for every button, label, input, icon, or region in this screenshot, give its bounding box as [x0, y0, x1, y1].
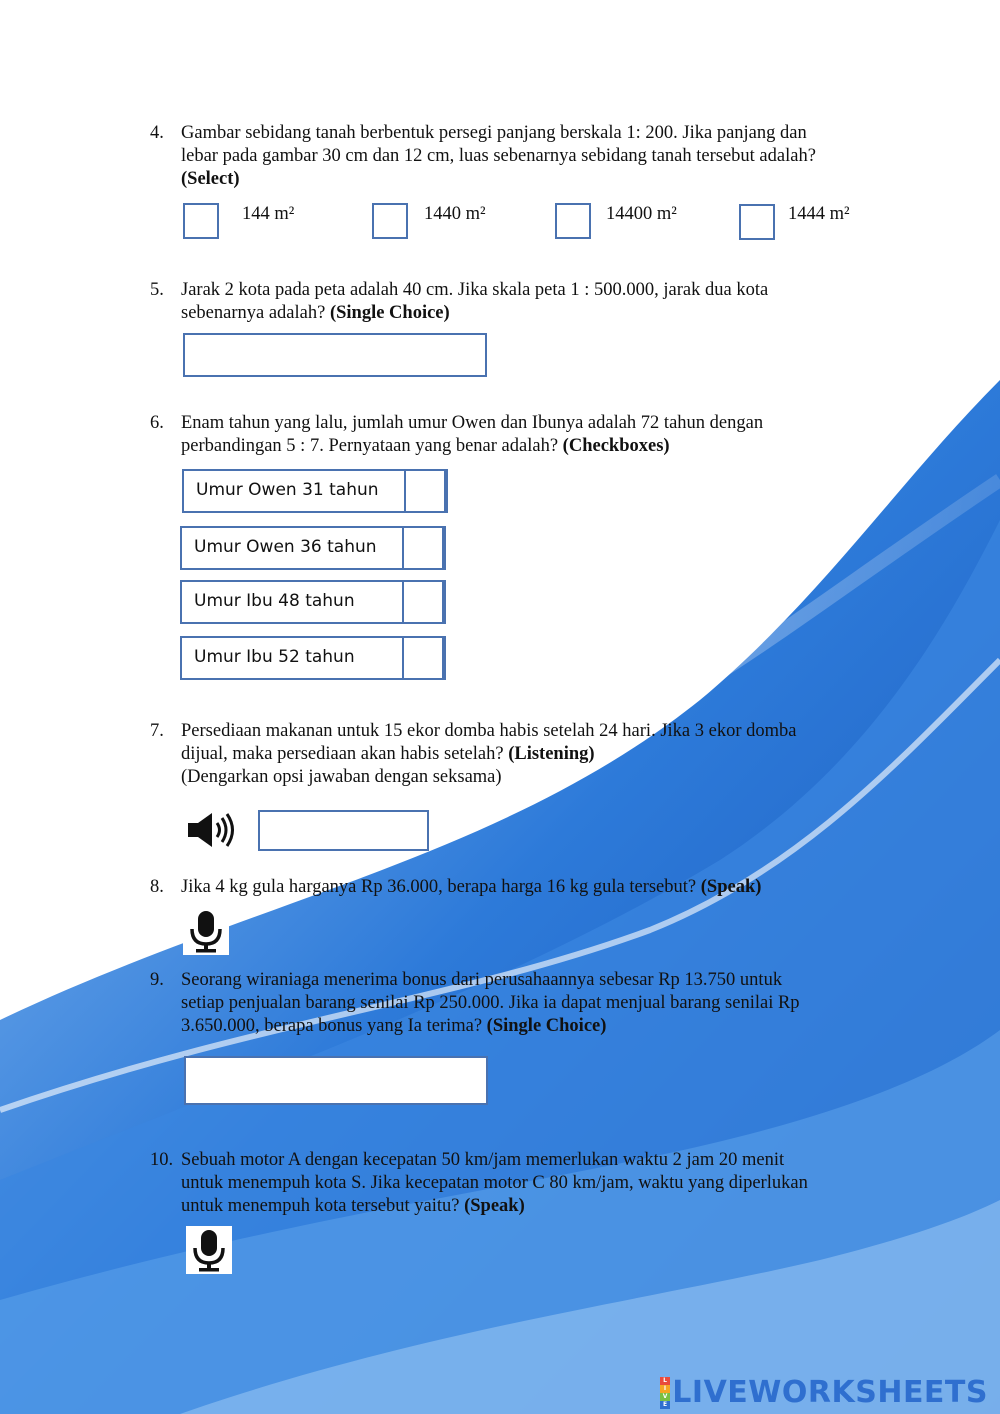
question-instruction: (Dengarkan opsi jawaban dengan seksama) [181, 767, 502, 787]
live-badge-icon: L I V E [660, 1377, 670, 1409]
question-text: Seorang wiraniaga menerima bonus dari perusahaannya sebesar Rp 13.750 untuk [181, 970, 783, 990]
listening-answer-box[interactable] [258, 810, 429, 851]
checkbox-option-1 [182, 469, 448, 513]
microphone-icon[interactable] [186, 1226, 232, 1274]
select-option-label-2: 1440 m² [424, 204, 486, 224]
question-number: 10. [150, 1150, 174, 1170]
question-text: Jarak 2 kota pada peta adalah 40 cm. Jika skala peta 1 : 500.000, jarak dua kota [181, 280, 769, 300]
question-type-label: (Speak) [464, 1196, 525, 1216]
select-option-box-1[interactable] [183, 203, 219, 239]
question-text: sebenarnya adalah? [181, 303, 326, 323]
select-option-box-4[interactable] [739, 204, 775, 240]
select-option-box-2[interactable] [372, 203, 408, 239]
question-6 [150, 412, 880, 458]
checkbox[interactable] [402, 580, 444, 624]
checkbox-option-3 [180, 580, 446, 624]
question-number: 9. [150, 970, 164, 990]
question-9 [150, 969, 880, 1038]
checkbox[interactable] [402, 526, 444, 570]
question-type-label: (Checkboxes) [562, 436, 670, 456]
question-5 [150, 279, 880, 325]
select-option-box-3[interactable] [555, 203, 591, 239]
answer-select-box[interactable] [183, 333, 487, 377]
question-text: Sebuah motor A dengan kecepatan 50 km/jam memerlukan waktu 2 jam 20 menit [181, 1150, 785, 1170]
question-text: setiap penjualan barang senilai Rp 250.000. Jika ia dapat menjual barang senilai Rp [181, 993, 800, 1013]
question-number: 4. [150, 123, 164, 143]
checkbox[interactable] [404, 469, 446, 513]
question-type-label: (Listening) [508, 744, 595, 764]
checkbox-option-4 [180, 636, 446, 680]
question-text: Jika 4 kg gula harganya Rp 36.000, berapa harga 16 kg gula tersebut? [181, 877, 697, 897]
question-text: untuk menempuh kota S. Jika kecepatan motor C 80 km/jam, waktu yang diperlukan [181, 1173, 808, 1193]
select-option-label-1: 144 m² [242, 204, 295, 224]
question-text: dijual, maka persediaan akan habis setelah? [181, 744, 504, 764]
question-text: Enam tahun yang lalu, jumlah umur Owen dan Ibunya adalah 72 tahun dengan [181, 413, 764, 433]
microphone-icon[interactable] [183, 907, 229, 955]
question-text: untuk menempuh kota tersebut yaitu? [181, 1196, 460, 1216]
liveworksheets-logo [660, 1375, 988, 1410]
question-type-label: (Single Choice) [329, 303, 450, 323]
question-text: Persediaan makanan untuk 15 ekor domba habis setelah 24 hari. Jika 3 ekor domba [181, 721, 797, 741]
question-number: 6. [150, 413, 164, 433]
checkbox-label: Umur Ibu 52 tahun [194, 647, 355, 667]
checkbox-label: Umur Owen 31 tahun [196, 480, 379, 500]
question-type-label: (Select) [181, 169, 240, 189]
speaker-icon[interactable] [186, 810, 238, 850]
checkbox-label: Umur Ibu 48 tahun [194, 591, 355, 611]
question-text: perbandingan 5 : 7. Pernyataan yang benar adalah? [181, 436, 559, 456]
question-4 [150, 122, 880, 191]
logo-text: LIVEWORKSHEETS [672, 1375, 988, 1410]
question-7 [150, 720, 880, 789]
question-text: 3.650.000, berapa bonus yang Ia terima? [181, 1016, 483, 1036]
checkbox[interactable] [402, 636, 444, 680]
checkbox-label: Umur Owen 36 tahun [194, 537, 377, 557]
checkbox-option-2 [180, 526, 446, 570]
question-number: 5. [150, 280, 164, 300]
select-option-label-3: 14400 m² [606, 204, 677, 224]
question-number: 7. [150, 721, 164, 741]
select-option-label-4: 1444 m² [788, 204, 850, 224]
question-text: Gambar sebidang tanah berbentuk persegi panjang berskala 1: 200. Jika panjang dan [181, 123, 807, 143]
question-number: 8. [150, 877, 164, 897]
question-text: lebar pada gambar 30 cm dan 12 cm, luas sebenarnya sebidang tanah tersebut adalah? [181, 146, 816, 166]
question-type-label: (Speak) [700, 877, 762, 897]
question-8 [150, 876, 880, 899]
answer-select-box[interactable] [184, 1056, 488, 1105]
question-type-label: (Single Choice) [486, 1016, 607, 1036]
question-10 [150, 1149, 880, 1218]
